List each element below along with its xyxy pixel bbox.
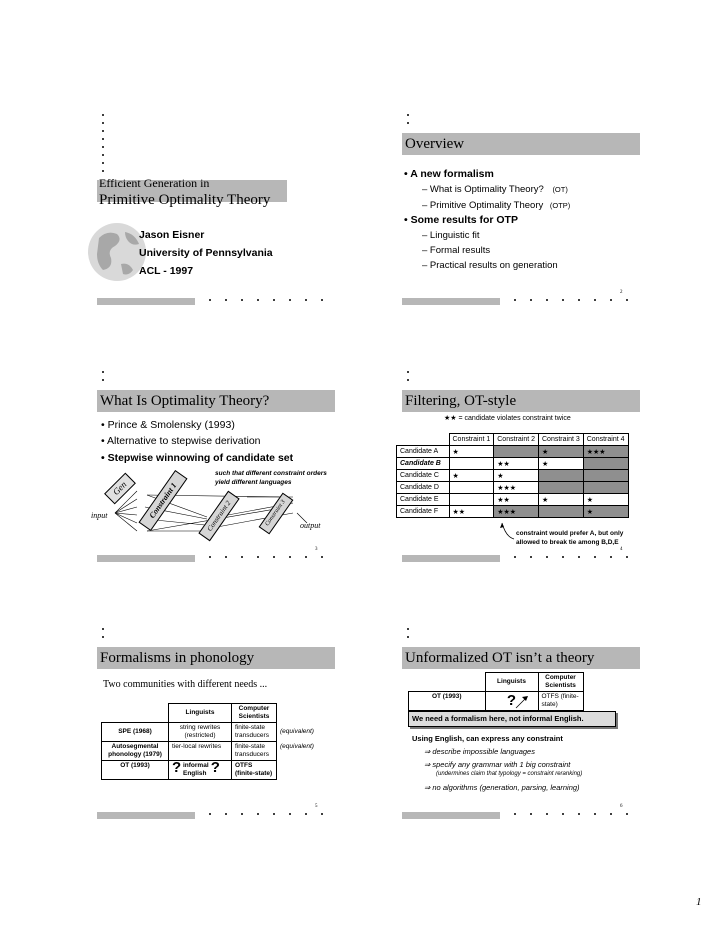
table-row <box>397 482 629 494</box>
equivalent-1: (equivalent) <box>280 728 314 735</box>
tableau-note-line-1: constraint would prefer A, but only <box>516 530 624 537</box>
header-linguists: Linguists <box>169 704 232 723</box>
label-output: output <box>300 521 321 530</box>
author-affiliation: University of Pennsylvania <box>139 247 273 259</box>
footer-band <box>402 298 500 305</box>
cell: ★★★ <box>583 446 628 458</box>
cell <box>539 482 584 494</box>
table-row <box>397 458 629 470</box>
cell: ★ <box>583 506 628 518</box>
footer-band <box>97 298 195 305</box>
callout-title: We need a formalism here, not informal English. <box>412 714 584 723</box>
table-header-row <box>102 704 318 723</box>
cell-auto-cs: finite-state transducers <box>232 742 277 761</box>
implies-arrow-icon: ⇒ <box>424 747 431 756</box>
table-row <box>102 723 318 742</box>
cell-ot-linguists: ? informal English ? <box>169 761 232 780</box>
tableau-note <box>516 529 623 547</box>
cell: ★ <box>539 446 584 458</box>
venue: ACL - 1997 <box>139 265 194 277</box>
slide-2 <box>402 112 642 312</box>
sub-primitive-ot: – Primitive Optimality Theory (OTP) <box>422 200 571 211</box>
cell: ★ <box>539 458 584 470</box>
row-ot: OT (1993) <box>102 761 169 780</box>
slide-6 <box>402 626 642 826</box>
constraint-3-box: Constraint 3 <box>259 493 294 535</box>
cell <box>494 446 539 458</box>
gen-box: Gen <box>104 473 136 505</box>
slide-6-title: Unformalized OT isn’t a theory <box>405 650 595 666</box>
note-constraint-orders: such that different constraint orders yield different languages <box>215 470 327 486</box>
cell-spe-linguists: string rewrites (restricted) <box>169 723 232 742</box>
cell <box>539 506 584 518</box>
slide-5-title: Formalisms in phonology <box>100 650 255 666</box>
slide-4 <box>402 369 642 569</box>
cell <box>449 458 494 470</box>
table-row <box>102 761 318 780</box>
ot-table <box>408 672 584 711</box>
implication-1: ⇒ describe impossible languages <box>424 747 535 756</box>
cell: ★★★ <box>494 506 539 518</box>
bullet-winnowing: • Stepwise winnowing of candidate set <box>101 452 294 464</box>
question-mark-icon: ? <box>506 691 517 709</box>
page-number: 4 <box>620 547 623 552</box>
label-input: input <box>91 511 108 520</box>
cell <box>539 470 584 482</box>
cell-auto-linguists: tier-local rewrites <box>169 742 232 761</box>
cell: ★ <box>449 470 494 482</box>
cell: ★ <box>583 494 628 506</box>
legend-double-star: ★★ = candidate violates constraint twice <box>444 415 571 422</box>
table-row <box>102 742 318 761</box>
header-computer-scientists: Computer Scientists <box>538 673 583 692</box>
cell-ot-cs: OTFS (finite-state) <box>232 761 277 780</box>
header-constraint-4: Constraint 4 <box>583 434 628 446</box>
cell: ★ <box>539 494 584 506</box>
bullet-new-formalism: • A new formalism <box>404 168 494 180</box>
slide-1-title-line-2: Primitive Optimality Theory <box>99 192 271 208</box>
cell: ★★ <box>449 506 494 518</box>
slide-3 <box>91 369 337 569</box>
implication-2-note: (undermines claim that typology = constraint reranking) <box>436 771 583 777</box>
slide-4-title: Filtering, OT-style <box>405 393 517 409</box>
row-label: Candidate D <box>397 482 450 494</box>
slide-5 <box>97 626 337 826</box>
sub-formal-results: – Formal results <box>422 245 491 256</box>
sheet-page-number: 1 <box>696 896 702 908</box>
cell <box>449 494 494 506</box>
page-number: 6 <box>620 804 623 809</box>
table-row <box>397 470 629 482</box>
cell: ★★ <box>494 458 539 470</box>
row-label: Candidate E <box>397 494 450 506</box>
row-label: Candidate C <box>397 470 450 482</box>
callout-line-2: Using English, can express any constraint <box>412 734 563 743</box>
cell <box>583 482 628 494</box>
footer-band <box>97 812 195 819</box>
header-computer-scientists: Computer Scientists <box>232 704 277 723</box>
callout-arrow <box>514 692 534 712</box>
implies-arrow-icon: ⇒ <box>424 760 431 769</box>
header-constraint-3: Constraint 3 <box>539 434 584 446</box>
cell: ★★ <box>494 494 539 506</box>
sub-practical-results: – Practical results on generation <box>422 260 558 271</box>
header-constraint-2: Constraint 2 <box>494 434 539 446</box>
slide-1-title-line-1: Efficient Generation in <box>99 176 210 190</box>
page-number: 2 <box>620 290 623 295</box>
cell <box>583 458 628 470</box>
row-label: Candidate A <box>397 446 450 458</box>
question-mark-icon: ? <box>210 759 220 776</box>
cell: ★ <box>449 446 494 458</box>
bullet-results: • Some results for OTP <box>404 214 518 226</box>
intro-text: Two communities with different needs ... <box>103 679 268 690</box>
bullet-prince-smolensky: • Prince & Smolensky (1993) <box>101 419 235 431</box>
table-row <box>409 692 584 711</box>
row-autosegmental: Autosegmental phonology (1979) <box>102 742 169 761</box>
row-ot: OT (1993) <box>409 692 486 711</box>
header-linguists: Linguists <box>485 673 538 692</box>
implication-2: ⇒ specify any grammar with 1 big constraint <box>424 760 571 769</box>
row-label: Candidate F <box>397 506 450 518</box>
constraint-1-box: Constraint 1 <box>139 470 188 531</box>
tableau-header-row <box>397 434 629 446</box>
question-mark-icon: ? <box>172 759 182 776</box>
cell-spe-cs: finite-state transducers <box>232 723 277 742</box>
bullet-alternative: • Alternative to stepwise derivation <box>101 435 261 447</box>
footer-band <box>97 555 195 562</box>
table-row <box>397 494 629 506</box>
table-header-row <box>409 673 584 692</box>
header-constraint-1: Constraint 1 <box>449 434 494 446</box>
page-number: 3 <box>315 547 318 552</box>
cell: ★ <box>494 470 539 482</box>
footer-band <box>402 555 500 562</box>
tableau-note-line-2: allowed to break tie among B,D,E <box>516 539 619 546</box>
constraint-2-box: Constraint 2 <box>198 491 239 542</box>
cell-ot-cs: OTFS (finite-state) <box>538 692 583 711</box>
cell: ★★★ <box>494 482 539 494</box>
tableau <box>396 433 629 518</box>
slide-2-title: Overview <box>405 136 465 152</box>
equivalent-2: (equivalent) <box>280 742 314 750</box>
cell <box>583 470 628 482</box>
sub-what-is-ot: – What is Optimality Theory? (OT) <box>422 184 568 195</box>
table-row <box>397 446 629 458</box>
row-label: Candidate B <box>397 458 450 470</box>
cell <box>449 482 494 494</box>
page-number: 5 <box>315 804 318 809</box>
row-spe: SPE (1968) <box>102 723 169 742</box>
table-row <box>397 506 629 518</box>
implies-arrow-icon: ⇒ <box>424 783 431 792</box>
sub-linguistic-fit: – Linguistic fit <box>422 230 480 241</box>
formalisms-table <box>101 703 318 780</box>
slide-1 <box>97 112 337 312</box>
implication-3: ⇒ no algorithms (generation, parsing, learning) <box>424 783 580 792</box>
footer-band <box>402 812 500 819</box>
author-name: Jason Eisner <box>139 229 205 241</box>
slide-3-title: What Is Optimality Theory? <box>100 393 270 409</box>
